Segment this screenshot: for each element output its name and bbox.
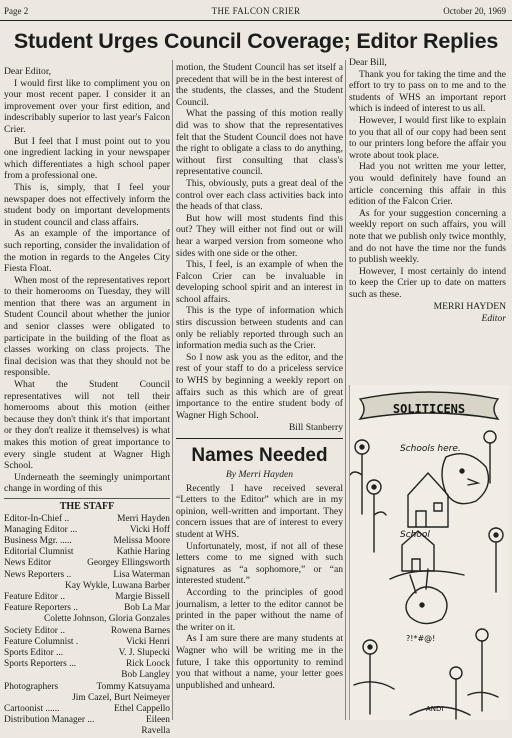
letter-signature: Bill Stanberry (288, 422, 343, 434)
staff-name: Rowena Barnes (110, 625, 170, 636)
article-paragraph: As I am sure there are many students at Wagner who will be writing me in the future, I take this opportunity to remind you that without a name, your letter goes unpublished and unheard. (176, 633, 343, 691)
staff-box-rule (4, 498, 170, 499)
staff-row (4, 659, 170, 670)
issue-date: October 20, 1969 (443, 6, 506, 16)
cartoon-drawing (350, 385, 509, 720)
letter-paragraph: What the Student Council representatives will not tell their homerooms about this motion (either because they don't think it's that important or they don't realize it themselves) is what makes this motion of great importance to every single student at Wagner High School. (4, 379, 170, 472)
staff-row (4, 626, 170, 637)
letter-paragraph: This is, simply, that I feel your newspaper does not effectively inform the student body on important developments in student council and class affairs. (4, 181, 170, 228)
letter-paragraph: I would first like to compliment you on your most recent paper. I consider it an improvement over your first edition, and indescribably superior to last year's Falcon Crier. (4, 77, 170, 135)
staff-row (4, 682, 170, 693)
names-needed-byline: By Merri Hayden (225, 469, 294, 480)
letter-paragraph: As an example of the importance of such reporting, consider the invalidation of the motion in regards to the Angeles City Fiesta Float. (4, 228, 170, 275)
reply-paragraph: Thank you for taking the time and the effort to try to pass on to me and to the students of WHS an important report which is indeed of interest to us all. (349, 68, 506, 115)
staff-name: Ethel Cappello (114, 704, 170, 715)
cartoon-banner: SOLITICENS (392, 402, 466, 416)
staff-continuation: Bob Langley (121, 670, 170, 681)
reply-signature: MERRI HAYDEN (433, 301, 506, 313)
staff-row (4, 592, 170, 603)
letter-paragraph: Underneath the seemingly unimportant change in wording of this (4, 471, 170, 495)
staff-row (4, 648, 170, 659)
staff-name: Vicki Henri (126, 636, 170, 647)
staff-row (4, 603, 170, 614)
staff-role: News Editor (4, 558, 52, 569)
column-divider (345, 60, 346, 720)
staff-role: Editorial Clumnist (4, 547, 74, 558)
letter-paragraph: This, obviously, puts a great deal of the control over each class activities back into the heads of that class. (176, 177, 343, 213)
article-paragraph: According to the principles of good journalism, a letter to the editor cannot be printed in the paper without the name of the writer on it. (176, 586, 343, 633)
staff-row (4, 637, 170, 648)
staff-row (4, 570, 170, 581)
staff-row (4, 704, 170, 715)
staff-name: Bob La Mar (124, 603, 170, 614)
staff-name: Merri Hayden (117, 513, 170, 524)
staff-row (4, 547, 170, 558)
column-divider (172, 60, 173, 720)
letter-paragraph: This is the type of information which stirs discussion between students and can only be reliably reported through such an information media such as the Crier. (176, 305, 343, 352)
article-paragraph: Unfortunately, most, if not all of these letters come to me signed with such signatures as “a sophomore,” or “an interested student.” (176, 540, 343, 587)
staff-continuation: Ravella (141, 726, 170, 737)
staff-role: Society Editor .. (4, 625, 65, 636)
cartoon-caption: ?!*#@! (406, 634, 436, 643)
names-needed-title: Names Needed (176, 438, 343, 467)
reply-salutation: Dear Bill, (349, 57, 387, 68)
reply-paragraph: However, I would first like to explain to you that all of our copy had been sent to our printers long before the affair you wrote about took place. (349, 114, 506, 161)
letter-paragraph: So I now ask you as the editor, and the rest of your staff to do a priceless service to WHS by beginning a weekly report on affairs such as this which are of great importance to the entire student body of Wagner High School. (176, 351, 343, 421)
cartoon-caption: School (400, 530, 430, 540)
staff-row (4, 514, 170, 525)
reply-paragraph: Had you not written me your letter, you would definitely have found an article concerning this affair in this edition of the Falcon Crier. (349, 161, 506, 208)
staff-row (4, 558, 170, 569)
staff-title: THE STAFF (59, 500, 115, 512)
letter-salutation: Dear Editor, (4, 66, 52, 77)
cartoon-illustration (349, 385, 509, 720)
staff-name: Melissa Moore (113, 535, 170, 546)
staff-role: Sports Reporters ... (4, 659, 77, 670)
column-1 (4, 66, 170, 738)
staff-role: Photographers (4, 681, 59, 692)
staff-continuation: Jim Cazel, Burt Neimeyer (72, 692, 170, 703)
reply-paragraph: However, I most certainly do intend to keep the Crier up to date on matters such as these. (349, 265, 506, 300)
column-2 (176, 62, 343, 691)
letter-paragraph: motion, the Student Council has set itself a precedent that will be in the best interest of the students, the classes, and the Student Council. (176, 62, 343, 108)
staff-role: Feature Reporters .. (4, 603, 78, 614)
letter-paragraph: But I feel that I must point out to you one ingredient lacking in your newspaper which differentiates a high school paper from a professional one. (4, 135, 170, 182)
staff-role: Feature Editor .. (4, 591, 65, 602)
staff-continuation: Kay Wykle, Luwana Barber (65, 580, 170, 591)
staff-name: Tommy Katsuyama (96, 681, 170, 692)
staff-role: Distribution Manager ... (4, 715, 95, 726)
reply-paragraph: As for your suggestion concerning a weekly report on such affairs, you will note that we publish only twice monthly, and do not have the time nor the funds to publish weekly. (349, 207, 506, 266)
staff-continuation: Colette Johnson, Gloria Gonzales (43, 614, 170, 625)
staff-name: Rick Loock (125, 659, 170, 670)
staff-name: Eileen (146, 715, 170, 726)
staff-role: Sports Editor ... (4, 648, 64, 658)
reply-signature-title: Editor (481, 313, 506, 325)
letter-paragraph: What the passing of this motion really did was to show that the representatives felt that the Student Council does not have the right to obligate a class to do anything, without first consulting that class's representative council. (176, 108, 343, 178)
staff-name: Margie Bissell (115, 591, 170, 602)
staff-role: Editor-In-Chief .. (4, 513, 70, 524)
letter-paragraph: When most of the representatives report to their homerooms on Tuesday, they will mention that there was an argument in Student Council about whether the junior and senior classes were obligated to participate in the building of the float as classes working on class projects. The final decision was that they should not be responsible. (4, 274, 170, 379)
staff-row (4, 536, 170, 547)
staff-role: Managing Editor ... (4, 524, 78, 535)
header-rule (0, 20, 512, 21)
staff-name: V. J. Slupecki (118, 648, 170, 658)
headline: Student Urges Council Coverage; Editor Replies (13, 29, 499, 53)
staff-row (4, 715, 170, 726)
article-paragraph: Recently I have received several “Letters to the Editor” which are in my opinion, well-written and important. They concern issues that are of interest to every student at WHS. (176, 482, 343, 540)
staff-role: Business Mgr. ..... (4, 535, 72, 546)
staff-row (4, 525, 170, 536)
page-header (4, 4, 508, 18)
cartoon-artist: ANDI (426, 705, 444, 713)
masthead: THE FALCON CRIER (211, 6, 301, 16)
staff-role: News Reporters .. (4, 569, 72, 580)
staff-name: Vicki Hoff (129, 524, 170, 535)
cartoon-caption: Schools here. (400, 444, 461, 454)
staff-box (4, 514, 170, 738)
page-number: Page 2 (4, 6, 29, 16)
letter-paragraph: But how will most students find this out? They will either not find out or will hear a warped version from someone who sides with one side or the other. (176, 212, 343, 259)
letter-paragraph: This, I feel, is an example of when the Falcon Crier can be invaluable in developing school spirit and an interest in school affairs. (176, 259, 343, 305)
staff-name: Kathie Haring (116, 547, 170, 558)
staff-role: Cartoonist ...... (4, 704, 60, 715)
staff-name: Georgey Ellingsworth (87, 558, 170, 569)
staff-name: Lisa Waterman (113, 569, 170, 580)
column-3 (349, 57, 506, 325)
staff-role: Feature Columnist . (4, 636, 79, 647)
